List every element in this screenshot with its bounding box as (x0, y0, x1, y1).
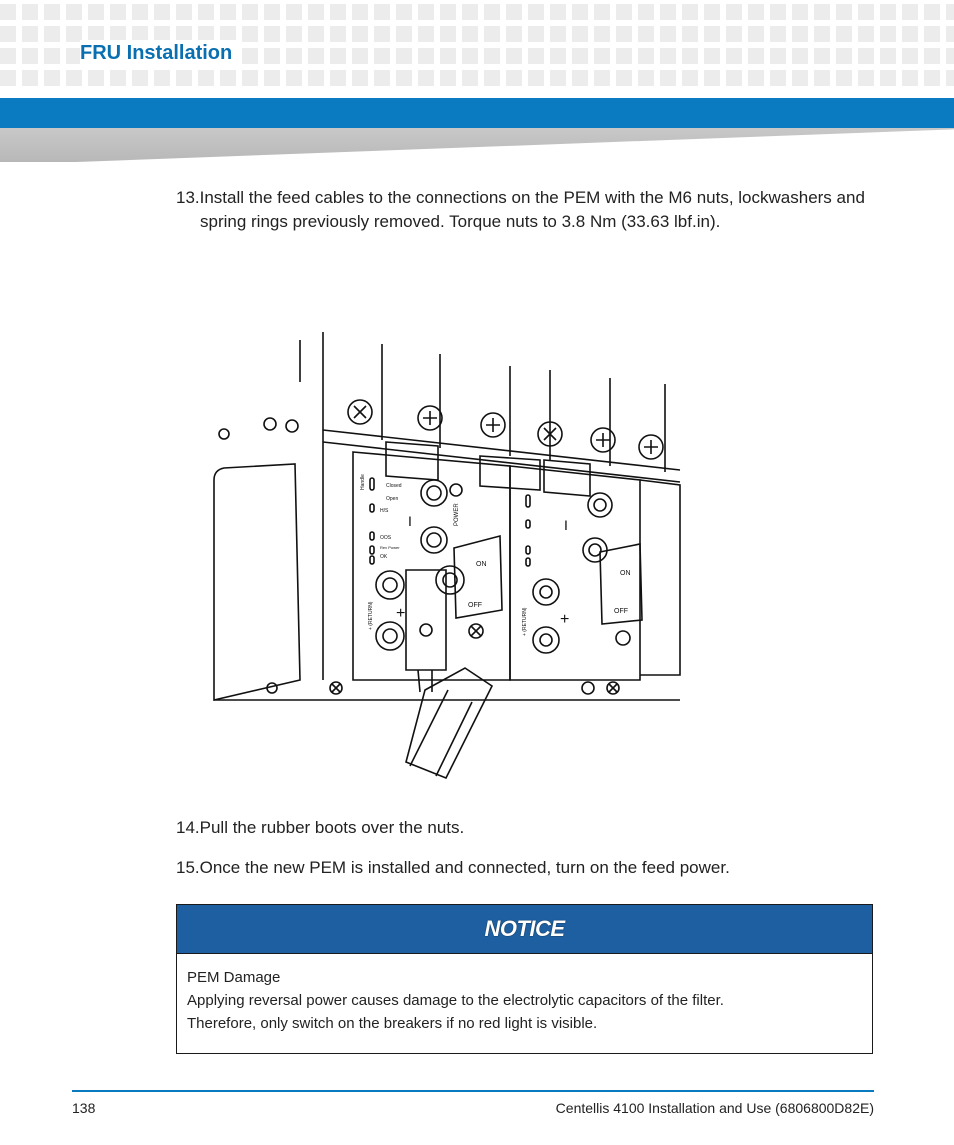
step-13: 13.Install the feed cables to the connections on the PEM with the M6 nuts, lockwashers and spring rings previously removed. Torque nuts to 3.8 Nm (33.63 lbf.in). (176, 188, 865, 231)
label-off-1: OFF (468, 602, 482, 609)
label-plus-1: + (396, 605, 406, 622)
label-off-2: OFF (614, 608, 628, 615)
label-rev-power: Rev Power (380, 545, 400, 550)
label-ok: OK (380, 554, 388, 560)
feed-cable (406, 566, 492, 778)
label-hs: H/S (380, 508, 389, 514)
step-15: 15.Once the new PEM is installed and connected, turn on the feed power. (176, 858, 730, 877)
step-14: 14.Pull the rubber boots over the nuts. (176, 818, 465, 837)
pem-figure (210, 330, 685, 780)
label-return-1: + (RETURN) (368, 601, 374, 630)
section-title: FRU Installation (80, 40, 236, 67)
label-closed: Closed (386, 483, 402, 489)
label-oos: OOS (380, 535, 392, 541)
breaker-switch-2 (600, 544, 642, 645)
top-screws (219, 400, 663, 459)
notice-line-1: Applying reversal power causes damage to the electrolytic capacitors of the filter. (187, 992, 724, 1009)
page-number: 138 (72, 1100, 96, 1116)
header-gray-wedge (0, 128, 954, 162)
label-return-2: + (RETURN) (522, 607, 528, 636)
binding-posts-1 (376, 480, 462, 650)
header-blue-band (0, 98, 954, 128)
label-on-1: ON (476, 561, 487, 568)
notice-line-2: Therefore, only switch on the breakers if no red light is visible. (187, 1015, 598, 1032)
notice-heading: NOTICE (177, 905, 872, 954)
footer-rule (72, 1090, 874, 1092)
label-plus-2: + (560, 611, 570, 628)
label-minus-2: I (564, 517, 568, 533)
label-minus-1: I (408, 513, 412, 529)
document-title: Centellis 4100 Installation and Use (6806800D82E) (555, 1100, 874, 1116)
label-open: Open (386, 496, 399, 502)
notice-title: PEM Damage (187, 969, 281, 986)
label-on-2: ON (620, 570, 631, 577)
label-handle: Handle (360, 474, 366, 490)
notice-body (177, 954, 872, 1047)
notice-box (176, 904, 873, 1054)
label-power: POWER (454, 503, 460, 526)
